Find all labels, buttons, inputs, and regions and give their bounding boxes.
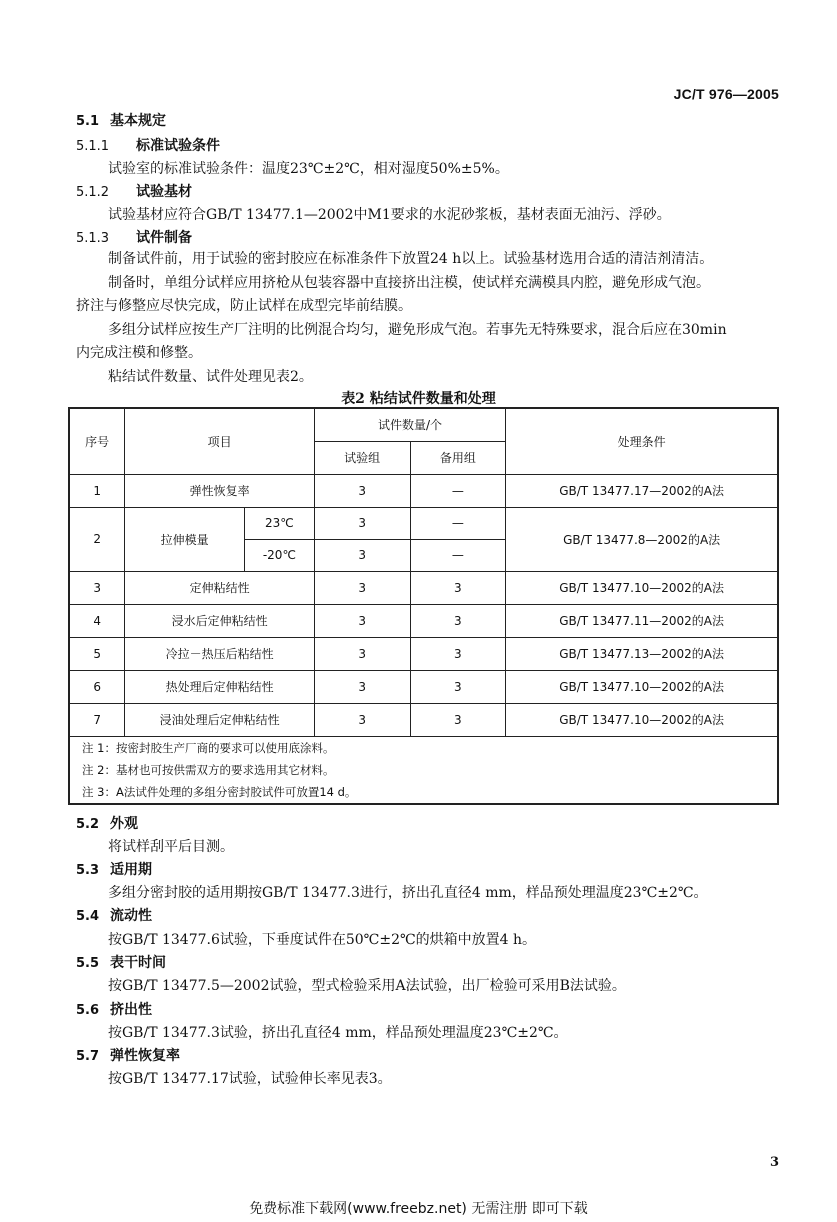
cell-seq: 4 <box>69 604 125 637</box>
cell-condition: GB/T 13477.10—2002的A法 <box>506 670 778 703</box>
paragraph: 按GB/T 13477.3试验，挤出孔直径4 mm，样品预处理温度23℃±2℃。 <box>108 1025 568 1041</box>
section-number: 5.5 <box>76 956 100 971</box>
cell-test: 3 <box>314 604 410 637</box>
paragraph: 按GB/T 13477.17试验，试验伸长率见表3。 <box>108 1071 392 1087</box>
cell-item: 浸油处理后定伸粘结性 <box>125 703 314 736</box>
section-heading <box>76 1001 152 1020</box>
section-title: 流动性 <box>110 908 152 924</box>
cell-condition: GB/T 13477.17—2002的A法 <box>506 474 778 507</box>
paragraph: 粘结试件数量、试件处理见表2。 <box>108 369 313 385</box>
section-heading <box>76 112 166 131</box>
table-row <box>69 670 778 703</box>
paragraph: 按GB/T 13477.5—2002试验，型式检验采用A法试验，出厂检验可采用B法试验。 <box>108 978 626 994</box>
table-notes-row <box>69 736 778 804</box>
cell-test: 3 <box>314 474 410 507</box>
table-row <box>69 637 778 670</box>
cell-spare: 3 <box>410 604 506 637</box>
cell-subitem: 23℃ <box>244 507 314 539</box>
table-notes <box>69 736 778 804</box>
cell-spare: — <box>410 474 506 507</box>
paragraph: 试验室的标准试验条件：温度23℃±2℃，相对湿度50%±5%。 <box>108 161 509 177</box>
cell-spare: — <box>410 507 506 539</box>
section-number: 5.4 <box>76 909 100 924</box>
subsection-heading <box>76 183 192 202</box>
paragraph: 多组分试样应按生产厂注明的比例混合均匀，避免形成气泡。若事先无特殊要求，混合后应在30min <box>108 322 727 338</box>
header-seq: 序号 <box>69 408 125 474</box>
cell-spare: 3 <box>410 703 506 736</box>
footer-text: 免费标准下载网(www.freebz.net) 无需注册 即可下载 <box>249 1201 588 1217</box>
cell-test: 3 <box>314 670 410 703</box>
table-2 <box>68 407 779 805</box>
subsection-title: 试件制备 <box>136 230 192 246</box>
cell-condition: GB/T 13477.10—2002的A法 <box>506 703 778 736</box>
subsection-title: 标准试验条件 <box>136 138 220 154</box>
cell-item: 热处理后定伸粘结性 <box>125 670 314 703</box>
table-note: 注 2：基材也可按供需双方的要求选用其它材料。 <box>82 762 335 777</box>
subsection-heading <box>76 137 220 156</box>
subsection-number: 5.1.2 <box>76 185 110 200</box>
cell-condition: GB/T 13477.11—2002的A法 <box>506 604 778 637</box>
section-number: 5.3 <box>76 863 100 878</box>
section-number: 5.1 <box>76 114 100 129</box>
paragraph: 多组分密封胶的适用期按GB/T 13477.3进行，挤出孔直径4 mm，样品预处理温度23℃±2℃。 <box>108 885 708 901</box>
section-heading <box>76 907 152 926</box>
cell-condition: GB/T 13477.8—2002的A法 <box>506 507 778 571</box>
table-row <box>69 507 778 539</box>
section-heading <box>76 815 138 834</box>
table-note: 注 1：按密封胶生产厂商的要求可以使用底涂料。 <box>82 740 335 755</box>
section-number: 5.6 <box>76 1003 100 1018</box>
cell-test: 3 <box>314 507 410 539</box>
section-title: 挤出性 <box>110 1002 152 1018</box>
section-title: 表干时间 <box>110 955 166 971</box>
page-number: 3 <box>769 1155 779 1170</box>
cell-item: 浸水后定伸粘结性 <box>125 604 314 637</box>
cell-spare: 3 <box>410 637 506 670</box>
paragraph: 按GB/T 13477.6试验，下垂度试件在50℃±2℃的烘箱中放置4 h。 <box>108 932 537 948</box>
header-item: 项目 <box>125 408 314 474</box>
cell-item: 定伸粘结性 <box>125 571 314 604</box>
cell-seq: 2 <box>69 507 125 571</box>
header-count: 试件数量/个 <box>314 408 505 441</box>
paragraph-continuation: 内完成注模和修整。 <box>76 345 202 361</box>
section-number: 5.2 <box>76 817 100 832</box>
cell-spare: 3 <box>410 571 506 604</box>
table-note: 注 3：A法试件处理的多组分密封胶试件可放置14 d。 <box>82 784 357 799</box>
cell-seq: 1 <box>69 474 125 507</box>
section-title: 弹性恢复率 <box>110 1048 180 1064</box>
standard-code: JC/T 976—2005 <box>673 86 779 102</box>
section-number: 5.7 <box>76 1049 100 1064</box>
table-row <box>69 571 778 604</box>
section-heading <box>76 954 166 973</box>
paragraph-continuation: 挤注与修整应尽快完成，防止试样在成型完毕前结膜。 <box>76 298 412 314</box>
subsection-number: 5.1.1 <box>76 139 110 154</box>
cell-condition: GB/T 13477.13—2002的A法 <box>506 637 778 670</box>
cell-seq: 6 <box>69 670 125 703</box>
paragraph: 试验基材应符合GB/T 13477.1—2002中M1要求的水泥砂浆板，基材表面无油污、浮砂。 <box>108 207 671 223</box>
section-heading <box>76 1047 180 1066</box>
header-condition: 处理条件 <box>506 408 778 474</box>
cell-condition: GB/T 13477.10—2002的A法 <box>506 571 778 604</box>
section-heading <box>76 861 152 880</box>
table-row <box>69 703 778 736</box>
paragraph: 制备时，单组分试样应用挤枪从包装容器中直接挤出注模，使试样充满模具内腔，避免形成气泡。 <box>108 275 710 291</box>
section-title: 基本规定 <box>110 113 166 129</box>
cell-item: 冷拉－热压后粘结性 <box>125 637 314 670</box>
subsection-heading <box>76 229 192 248</box>
header-test-group: 试验组 <box>314 441 410 474</box>
cell-spare: — <box>410 539 506 571</box>
table-title: 表2 粘结试件数量和处理 <box>341 391 496 407</box>
subsection-title: 试验基材 <box>136 184 192 200</box>
table-row <box>69 474 778 507</box>
cell-seq: 5 <box>69 637 125 670</box>
cell-item: 弹性恢复率 <box>125 474 314 507</box>
table-row <box>69 604 778 637</box>
cell-seq: 3 <box>69 571 125 604</box>
subsection-number: 5.1.3 <box>76 231 110 246</box>
paragraph: 将试样刮平后目测。 <box>108 839 234 855</box>
section-title: 外观 <box>110 816 138 832</box>
cell-seq: 7 <box>69 703 125 736</box>
header-spare-group: 备用组 <box>410 441 506 474</box>
paragraph: 制备试件前，用于试验的密封胶应在标准条件下放置24 h以上。试验基材选用合适的清洁剂清洁。 <box>108 251 714 267</box>
section-title: 适用期 <box>110 862 152 878</box>
cell-test: 3 <box>314 637 410 670</box>
cell-test: 3 <box>314 571 410 604</box>
cell-test: 3 <box>314 703 410 736</box>
cell-subitem: -20℃ <box>244 539 314 571</box>
cell-item: 拉伸模量 <box>125 507 245 571</box>
cell-spare: 3 <box>410 670 506 703</box>
cell-test: 3 <box>314 539 410 571</box>
